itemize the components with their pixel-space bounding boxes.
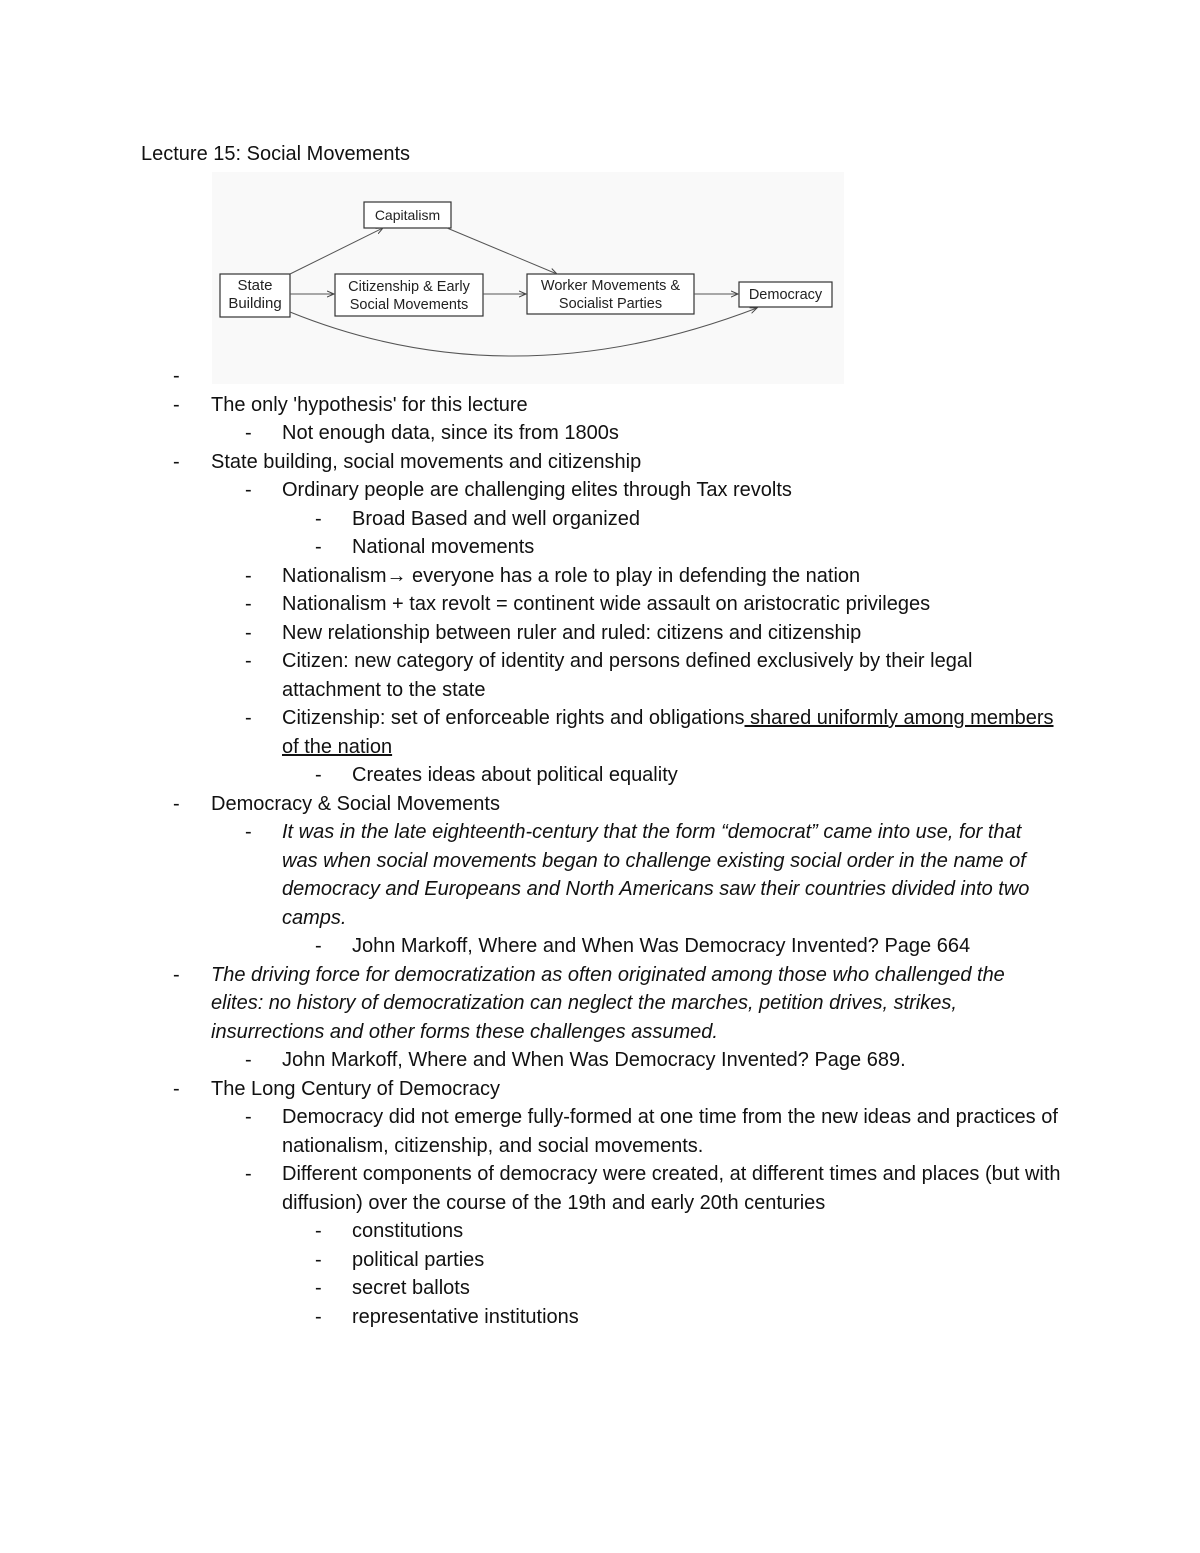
list-item: - secret ballots — [315, 1277, 470, 1299]
citizenship-label-2: Social Movements — [349, 297, 469, 313]
list-item: - representative institutions — [315, 1305, 579, 1328]
list-item: - Broad Based and well organized — [315, 507, 640, 530]
list-item: - The Long Century of Democracy — [173, 1077, 501, 1100]
list-item: - Nationalism→ everyone has a role to play in defending the nation — [245, 564, 861, 587]
state-label: State — [237, 277, 273, 294]
arrow-capitalism-to-worker — [447, 228, 557, 274]
list-item: - constitutions — [315, 1220, 464, 1242]
list-item: - It was in the late eighteenth-century that the form “democrat” came into use, for that was when social movements began to challenge existing social order in the name of democracy and Europeans and North Americans saw their countries divided into two camps. — [0, 818, 1200, 932]
quote: It was in the late eighteenth-century that the form “democrat” came into use, for that was when social movements began to challenge existing social order in the name of democracy and Europeans and North Americans saw their countries divided into two camps. — [282, 821, 1030, 929]
list-item: - Creates ideas about political equality — [315, 764, 678, 786]
citizenship-label-1: Citizenship & Early — [348, 279, 470, 295]
page-title: Lecture 15: Social Movements — [141, 143, 411, 165]
list-item: - Citizenship: set of enforceable rights and obligations shared uniformly among members of the nation — [245, 707, 1054, 758]
arrow-state-to-capitalism — [290, 228, 383, 274]
worker-label-2: Socialist Parties — [558, 296, 663, 312]
list-item: - State building, social movements and citizenship — [173, 450, 642, 473]
worker-label-1: Worker Movements & — [540, 278, 681, 294]
list-item: - Ordinary people are challenging elites through Tax revolts — [245, 479, 792, 501]
building-label: Building — [228, 295, 282, 312]
citation: John Markoff, Where and When Was Democracy Invented? Page 689. — [282, 1049, 906, 1071]
list-item: - John Markoff, Where and When Was Democracy Invented? Page 689. — [0, 1046, 1200, 1075]
quote: The driving force for democratization as often originated among those who challenged the elites: no history of democratization can neglect the marches, petition drives, strikes, insurrections and other forms these challenges assumed. — [211, 963, 1005, 1043]
list-item: - Democracy & Social Movements — [173, 792, 500, 815]
list-item: - political parties — [315, 1248, 485, 1271]
list-item: - Not enough data, since its from 1800s — [245, 422, 619, 444]
underlined-phrase: shared uniformly among members of the nation — [282, 707, 1054, 758]
capitalism-label: Capitalism — [374, 207, 441, 223]
list-item: - Citizen: new category of identity and persons defined exclusively by their legal attachment to the state — [245, 650, 973, 701]
list-item: - Different components of democracy were created, at different times and places (but with diffusion) over the course of the 19th and early 20th centuries — [245, 1163, 1061, 1214]
list-item: - — [173, 365, 180, 387]
democracy-label: Democracy — [748, 287, 823, 303]
list-item: - Democracy did not emerge fully-formed at one time from the new ideas and practices of nationalism, citizenship, and social movements. — [245, 1106, 1058, 1157]
list-item: - National movements — [315, 536, 535, 558]
causal-diagram — [212, 172, 844, 384]
list-item: - John Markoff, Where and When Was Democracy Invented? Page 664 — [0, 932, 1200, 961]
list-item: - The driving force for democratization as often originated among those who challenged the elites: no history of democratization can neglect the marches, petition drives, strikes, insurrections and other forms these challenges assumed. — [0, 961, 1200, 1047]
lecture-notes — [0, 362, 1200, 1331]
list-item: - Nationalism + tax revolt = continent wide assault on aristocratic privileges — [245, 593, 931, 615]
citizenship-definition: Citizenship: set of enforceable rights and obligations — [282, 707, 745, 729]
list-item: - New relationship between ruler and ruled: citizens and citizenship — [245, 621, 862, 644]
citation: John Markoff, Where and When Was Democracy Invented? Page 664 — [352, 935, 971, 957]
list-item: - The only 'hypothesis' for this lecture — [173, 393, 528, 416]
